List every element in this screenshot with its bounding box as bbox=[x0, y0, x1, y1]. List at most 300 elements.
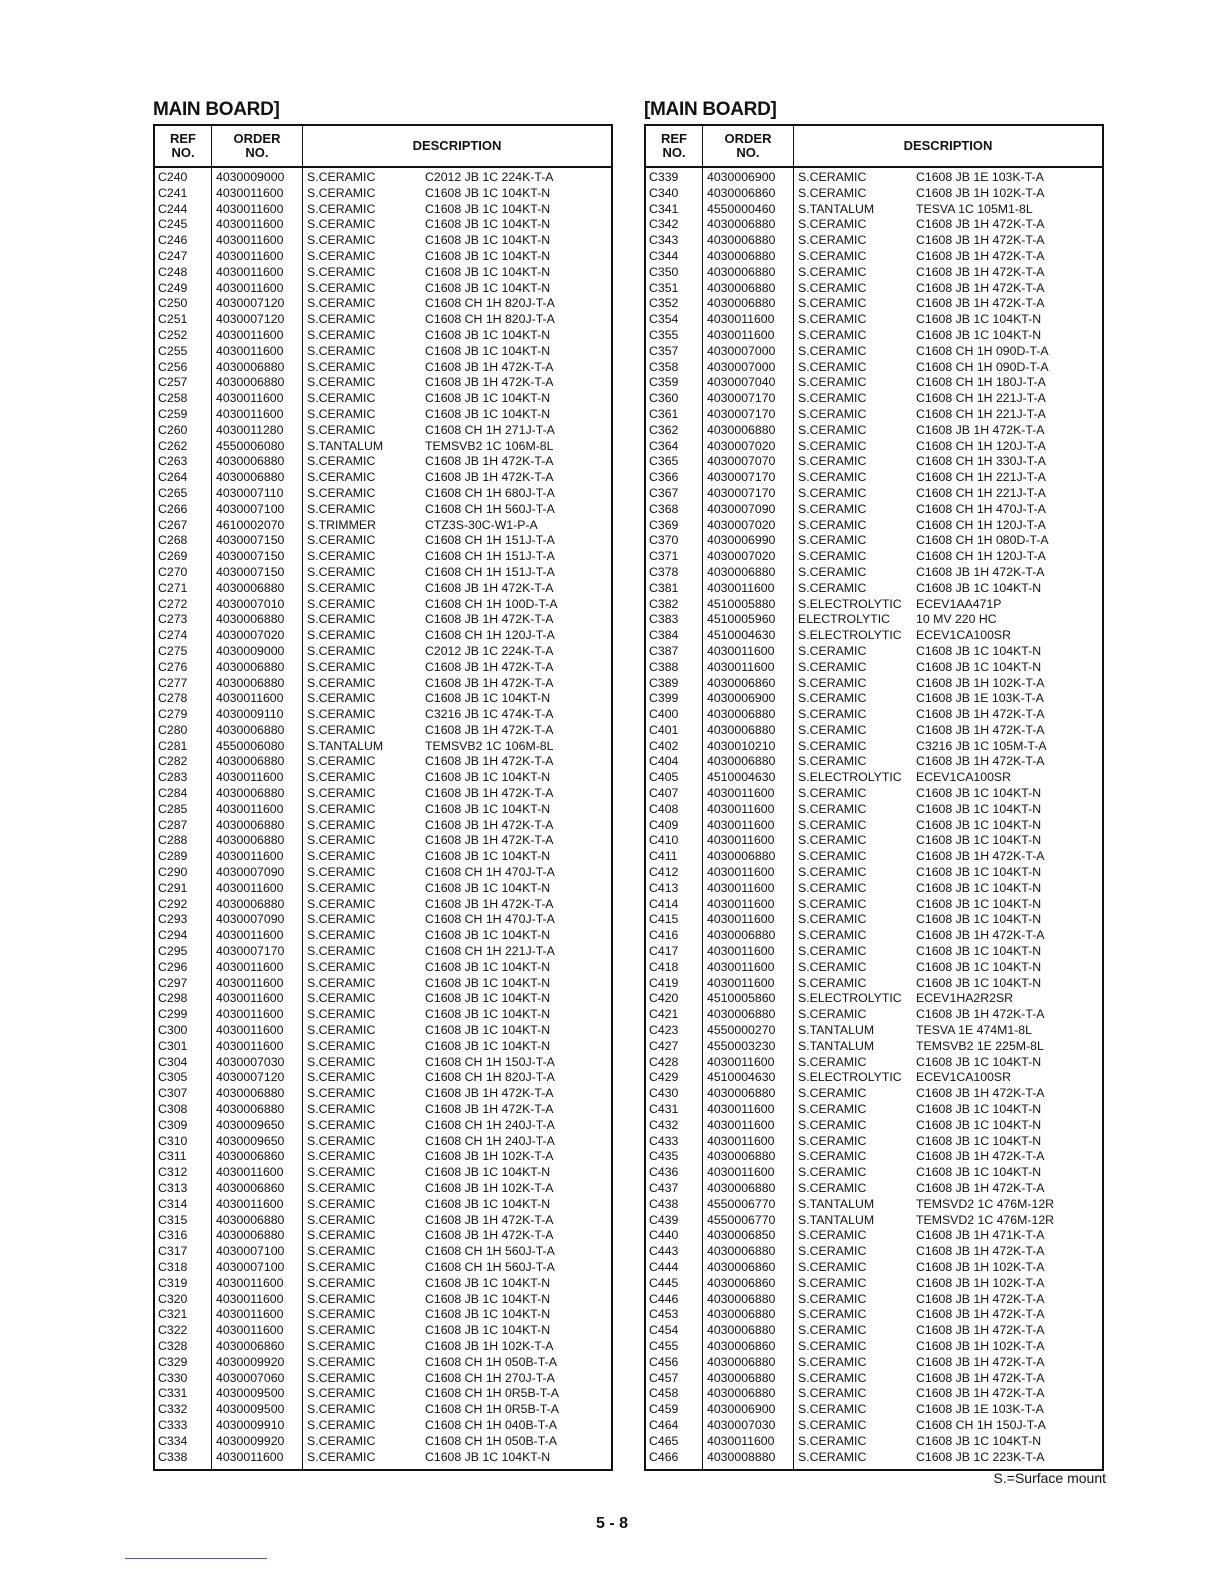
part-type: S.CERAMIC bbox=[798, 865, 867, 880]
order-no-cell: 4030011600 bbox=[216, 248, 284, 263]
description-cell bbox=[794, 897, 1102, 913]
ref-no-cell: C248 bbox=[158, 264, 188, 279]
part-type: S.ELECTROLYTIC bbox=[798, 991, 902, 1006]
ref-no-cell: C435 bbox=[649, 1149, 679, 1164]
ref-no-cell: C412 bbox=[649, 865, 679, 880]
order-no-cell: 4030011600 bbox=[707, 959, 775, 974]
order-no-cell: 4030007090 bbox=[707, 501, 776, 516]
ref-no-cell: C316 bbox=[158, 1228, 188, 1243]
part-type: S.CERAMIC bbox=[307, 1354, 376, 1369]
part-type: S.CERAMIC bbox=[798, 312, 867, 327]
part-type: S.CERAMIC bbox=[798, 786, 867, 801]
part-type: S.CERAMIC bbox=[307, 880, 376, 895]
part-type: S.CERAMIC bbox=[307, 312, 376, 327]
part-spec: C1608 CH 1H 560J-T-A bbox=[425, 1244, 555, 1259]
table-body bbox=[646, 168, 1102, 1469]
order-no-cell: 4030006860 bbox=[707, 1338, 776, 1353]
description-cell bbox=[303, 960, 611, 976]
description-cell bbox=[794, 407, 1102, 423]
order-no-cell: 4030009650 bbox=[216, 1133, 285, 1148]
description-cell bbox=[794, 1007, 1102, 1023]
part-spec: C1608 JB 1C 104KT-N bbox=[916, 817, 1042, 832]
description-cell bbox=[303, 739, 611, 755]
part-spec: C1608 JB 1C 104KT-N bbox=[425, 391, 551, 406]
description-cell bbox=[303, 344, 611, 360]
ref-no-cell: C384 bbox=[649, 628, 679, 643]
description-cell bbox=[303, 1402, 611, 1418]
part-type: S.CERAMIC bbox=[798, 564, 867, 579]
order-no-cell: 4030011600 bbox=[216, 1007, 284, 1022]
part-type: S.CERAMIC bbox=[798, 470, 867, 485]
order-no-cell: 4030006880 bbox=[216, 786, 285, 801]
part-spec: C1608 JB 1H 472K-T-A bbox=[425, 470, 554, 485]
description-cell bbox=[303, 1323, 611, 1339]
table-header bbox=[155, 126, 611, 168]
description-cell bbox=[303, 391, 611, 407]
part-spec: C1608 JB 1H 472K-T-A bbox=[916, 1386, 1045, 1401]
part-spec: C1608 JB 1H 102K-T-A bbox=[425, 1338, 554, 1353]
part-type: S.TANTALUM bbox=[798, 1212, 875, 1227]
description-cell bbox=[303, 833, 611, 849]
part-spec: C1608 JB 1C 104KT-N bbox=[916, 659, 1042, 674]
part-spec: C1608 JB 1H 102K-T-A bbox=[425, 1149, 554, 1164]
part-type: S.CERAMIC bbox=[307, 533, 376, 548]
description-cell bbox=[794, 1323, 1102, 1339]
order-no-cell: 4030007010 bbox=[216, 596, 285, 611]
description-cell bbox=[303, 1149, 611, 1165]
part-spec: C1608 JB 1H 472K-T-A bbox=[916, 1181, 1045, 1195]
part-spec: C1608 CH 1H 151J-T-A bbox=[425, 533, 555, 548]
order-no-cell: 4030006860 bbox=[707, 185, 776, 200]
ref-no-cell: C344 bbox=[649, 248, 679, 263]
description-cell bbox=[303, 597, 611, 613]
part-spec: C1608 JB 1H 472K-T-A bbox=[916, 849, 1045, 864]
part-type: S.CERAMIC bbox=[798, 659, 867, 674]
part-spec: C1608 JB 1H 472K-T-A bbox=[916, 722, 1045, 737]
order-no-cell: 4030007040 bbox=[707, 375, 776, 390]
part-spec: C1608 JB 1C 104KT-N bbox=[425, 1307, 551, 1322]
part-type: S.CERAMIC bbox=[798, 438, 867, 453]
part-spec: C1608 JB 1C 104KT-N bbox=[425, 1323, 551, 1338]
part-type: S.CERAMIC bbox=[307, 233, 376, 248]
part-spec: C2012 JB 1C 224K-T-A bbox=[425, 643, 554, 658]
ref-no-cell: C440 bbox=[649, 1228, 679, 1243]
part-type: S.CERAMIC bbox=[307, 817, 376, 832]
ref-no-cell: C371 bbox=[649, 549, 679, 564]
order-no-cell: 4030007020 bbox=[216, 628, 285, 643]
description-cell bbox=[303, 1371, 611, 1387]
part-spec: C1608 JB 1C 104KT-N bbox=[916, 1117, 1042, 1132]
description-cell bbox=[303, 1386, 611, 1402]
ref-no-cell: C265 bbox=[158, 485, 188, 500]
ref-no-cell: C269 bbox=[158, 549, 188, 564]
part-type: S.CERAMIC bbox=[307, 1054, 376, 1069]
order-no-cell: 4030011600 bbox=[707, 833, 775, 848]
order-no-cell: 4030011600 bbox=[216, 801, 284, 816]
ref-no-cell: C419 bbox=[649, 975, 679, 990]
ref-no-cell: C334 bbox=[158, 1433, 188, 1448]
ref-no-cell: C388 bbox=[649, 659, 679, 674]
ref-no-cell: C244 bbox=[158, 201, 188, 216]
description-cell bbox=[794, 502, 1102, 518]
part-spec: C1608 JB 1H 472K-T-A bbox=[916, 264, 1045, 279]
part-type: S.CERAMIC bbox=[307, 596, 376, 611]
ref-no-cell: C259 bbox=[158, 406, 188, 421]
description-cell bbox=[303, 1355, 611, 1371]
ref-no-cell: C381 bbox=[649, 580, 679, 595]
ref-no-cell: C408 bbox=[649, 801, 679, 816]
description-cell bbox=[794, 723, 1102, 739]
order-no-cell: 4030011600 bbox=[707, 975, 775, 990]
description-cell bbox=[794, 375, 1102, 391]
description-cell bbox=[794, 960, 1102, 976]
ref-no-cell: C364 bbox=[649, 438, 679, 453]
ref-no-cell: C240 bbox=[158, 170, 188, 184]
order-no-header-text: ORDER NO. bbox=[233, 131, 281, 160]
part-type: S.CERAMIC bbox=[307, 659, 376, 674]
ref-no-cell: C352 bbox=[649, 296, 679, 311]
description-cell bbox=[303, 1165, 611, 1181]
part-type: S.CERAMIC bbox=[798, 1449, 867, 1464]
order-no-cell: 4030006880 bbox=[216, 675, 285, 690]
order-no-cell: 4030006860 bbox=[707, 1259, 776, 1274]
ref-no-cell: C289 bbox=[158, 849, 188, 864]
part-spec: C2012 JB 1C 224K-T-A bbox=[425, 170, 554, 184]
ref-no-cell: C300 bbox=[158, 1023, 188, 1038]
part-type: S.CERAMIC bbox=[307, 327, 376, 342]
ref-no-cell: C312 bbox=[158, 1165, 188, 1180]
order-no-cell: 4510004630 bbox=[707, 1070, 776, 1085]
ref-no-cell: C266 bbox=[158, 501, 188, 516]
part-type: S.TRIMMER bbox=[307, 517, 376, 532]
order-no-cell: 4030006860 bbox=[707, 1275, 776, 1290]
part-type: S.CERAMIC bbox=[798, 1007, 867, 1022]
description-cell bbox=[303, 754, 611, 770]
part-type: S.TANTALUM bbox=[798, 201, 875, 216]
order-no-cell: 4510004630 bbox=[707, 628, 776, 643]
order-no-cell: 4030006880 bbox=[707, 1149, 776, 1164]
order-no-cell: 4030011600 bbox=[216, 343, 284, 358]
part-type: S.CERAMIC bbox=[798, 722, 867, 737]
part-spec: C1608 JB 1H 102K-T-A bbox=[916, 675, 1045, 690]
part-type: S.CERAMIC bbox=[798, 707, 867, 722]
order-no-cell: 4030006860 bbox=[707, 675, 776, 690]
ref-no-cell: C283 bbox=[158, 770, 188, 785]
part-spec: C1608 JB 1C 104KT-N bbox=[916, 975, 1042, 990]
part-type: S.CERAMIC bbox=[307, 1291, 376, 1306]
order-no-cell: 4030011600 bbox=[707, 1102, 775, 1117]
part-type: S.CERAMIC bbox=[307, 201, 376, 216]
part-type: S.CERAMIC bbox=[307, 628, 376, 643]
order-no-cell: 4550006770 bbox=[707, 1196, 776, 1211]
ref-no-cell: C466 bbox=[649, 1449, 679, 1464]
description-cell bbox=[794, 1339, 1102, 1355]
part-type: S.ELECTROLYTIC bbox=[798, 1070, 902, 1085]
ref-no-cell: C439 bbox=[649, 1212, 679, 1227]
order-no-cell: 4030007170 bbox=[216, 944, 285, 959]
part-spec: C1608 JB 1C 104KT-N bbox=[425, 691, 551, 706]
part-spec: C1608 JB 1H 472K-T-A bbox=[425, 817, 554, 832]
ref-no-cell: C250 bbox=[158, 296, 188, 311]
part-type: S.CERAMIC bbox=[798, 248, 867, 263]
part-spec: C1608 JB 1E 103K-T-A bbox=[916, 691, 1044, 706]
order-no-cell: 4030011600 bbox=[707, 1165, 775, 1180]
order-no-cell: 4030009000 bbox=[216, 643, 285, 658]
description-cell bbox=[303, 676, 611, 692]
order-no-cell: 4030006880 bbox=[707, 1354, 776, 1369]
ref-no-cell: C319 bbox=[158, 1275, 188, 1290]
order-no-cell: 4030006880 bbox=[707, 296, 776, 311]
ref-no-cell: C329 bbox=[158, 1354, 188, 1369]
panel-title: [MAIN BOARD] bbox=[644, 99, 777, 120]
part-spec: C1608 JB 1E 103K-T-A bbox=[916, 1402, 1044, 1417]
part-type: S.CERAMIC bbox=[307, 501, 376, 516]
ref-no-cell: C255 bbox=[158, 343, 188, 358]
order-no-cell: 4030006880 bbox=[216, 1086, 285, 1101]
description-cell bbox=[303, 1039, 611, 1055]
part-spec: C1608 JB 1H 472K-T-A bbox=[916, 928, 1045, 943]
part-spec: C1608 JB 1C 104KT-N bbox=[425, 280, 551, 295]
order-no-cell: 4030006880 bbox=[707, 1370, 776, 1385]
order-no-cell: 4030011600 bbox=[707, 896, 775, 911]
order-no-cell: 4030006880 bbox=[707, 422, 776, 437]
part-type: S.CERAMIC bbox=[798, 1338, 867, 1353]
description-cell bbox=[303, 1260, 611, 1276]
footer-rule bbox=[125, 1558, 267, 1559]
order-no-cell: 4030009500 bbox=[216, 1386, 285, 1401]
part-type: S.CERAMIC bbox=[798, 533, 867, 548]
description-cell bbox=[303, 1134, 611, 1150]
part-type: S.CERAMIC bbox=[307, 1402, 376, 1417]
description-cell bbox=[794, 217, 1102, 233]
order-no-cell: 4030007100 bbox=[216, 501, 285, 516]
order-no-column bbox=[703, 168, 794, 1469]
part-spec: C1608 JB 1C 104KT-N bbox=[425, 1196, 551, 1211]
part-spec: C1608 JB 1H 472K-T-A bbox=[916, 233, 1045, 248]
part-spec: C1608 JB 1H 102K-T-A bbox=[916, 1275, 1045, 1290]
order-no-cell: 4030011600 bbox=[707, 580, 775, 595]
part-spec: C1608 JB 1C 104KT-N bbox=[916, 1433, 1042, 1448]
ref-no-cell: C291 bbox=[158, 880, 188, 895]
order-no-cell: 4030006880 bbox=[707, 1181, 776, 1195]
order-no-cell: 4030006880 bbox=[216, 580, 285, 595]
part-spec: C1608 CH 1H 240J-T-A bbox=[425, 1133, 555, 1148]
part-spec: C1608 JB 1H 472K-T-A bbox=[916, 1007, 1045, 1022]
ref-no-column bbox=[155, 168, 212, 1469]
part-type: S.CERAMIC bbox=[798, 1086, 867, 1101]
ref-no-cell: C309 bbox=[158, 1117, 188, 1132]
part-spec: ECEV1AA471P bbox=[916, 596, 1002, 611]
order-no-cell: 4030011600 bbox=[216, 280, 284, 295]
part-type: S.CERAMIC bbox=[798, 280, 867, 295]
part-spec: C1608 JB 1H 472K-T-A bbox=[916, 280, 1045, 295]
part-spec: C1608 JB 1H 472K-T-A bbox=[425, 612, 554, 627]
description-cell bbox=[794, 439, 1102, 455]
order-no-cell: 4030006880 bbox=[707, 1086, 776, 1101]
description-cell bbox=[303, 1418, 611, 1434]
order-no-cell: 4030011600 bbox=[216, 1165, 284, 1180]
order-no-cell: 4030006880 bbox=[707, 928, 776, 943]
part-spec: C1608 CH 1H 150J-T-A bbox=[916, 1417, 1046, 1432]
description-cell bbox=[303, 976, 611, 992]
ref-no-cell: C368 bbox=[649, 501, 679, 516]
part-spec: C1608 JB 1H 102K-T-A bbox=[916, 1259, 1045, 1274]
part-type: S.CERAMIC bbox=[798, 1323, 867, 1338]
part-type: S.CERAMIC bbox=[798, 1228, 867, 1243]
parts-table bbox=[153, 124, 613, 1471]
ref-no-cell: C271 bbox=[158, 580, 188, 595]
part-spec: C1608 JB 1C 104KT-N bbox=[425, 1449, 551, 1464]
ref-no-cell: C268 bbox=[158, 533, 188, 548]
part-type: S.CERAMIC bbox=[307, 959, 376, 974]
ref-no-cell: C382 bbox=[649, 596, 679, 611]
part-type: S.CERAMIC bbox=[307, 675, 376, 690]
part-spec: C1608 CH 1H 470J-T-A bbox=[425, 912, 555, 927]
order-no-cell: 4030010210 bbox=[707, 738, 776, 753]
part-spec: C1608 JB 1H 472K-T-A bbox=[916, 1244, 1045, 1259]
order-no-cell: 4030007020 bbox=[707, 517, 776, 532]
part-type: S.CERAMIC bbox=[307, 264, 376, 279]
order-no-cell: 4030007120 bbox=[216, 296, 285, 311]
part-type: S.CERAMIC bbox=[307, 1386, 376, 1401]
part-spec: C1608 JB 1H 472K-T-A bbox=[916, 1307, 1045, 1322]
part-spec: C1608 JB 1C 104KT-N bbox=[425, 248, 551, 263]
order-no-cell: 4510004630 bbox=[707, 770, 776, 785]
ref-no-cell: C252 bbox=[158, 327, 188, 342]
part-type: S.CERAMIC bbox=[307, 754, 376, 769]
description-cell bbox=[794, 170, 1102, 186]
ref-no-cell: C317 bbox=[158, 1244, 188, 1259]
order-no-cell: 4030006880 bbox=[216, 1212, 285, 1227]
part-spec: C1608 JB 1C 104KT-N bbox=[916, 327, 1042, 342]
order-no-cell: 4030006880 bbox=[707, 1291, 776, 1306]
ref-no-cell: C305 bbox=[158, 1070, 188, 1085]
ref-no-cell: C456 bbox=[649, 1354, 679, 1369]
part-type: S.CERAMIC bbox=[307, 296, 376, 311]
part-type: S.CERAMIC bbox=[307, 975, 376, 990]
order-no-cell: 4550000460 bbox=[707, 201, 776, 216]
part-spec: C1608 CH 1H 120J-T-A bbox=[916, 517, 1046, 532]
order-no-cell: 4030011600 bbox=[216, 185, 284, 200]
order-no-cell: 4030011600 bbox=[707, 880, 775, 895]
ref-no-header-text: REF NO. bbox=[170, 131, 196, 160]
part-type: S.CERAMIC bbox=[798, 675, 867, 690]
order-no-cell: 4030006900 bbox=[707, 1402, 776, 1417]
order-no-cell: 4550006770 bbox=[707, 1212, 776, 1227]
part-type: S.CERAMIC bbox=[307, 1038, 376, 1053]
part-type: S.CERAMIC bbox=[307, 280, 376, 295]
part-type: S.CERAMIC bbox=[307, 391, 376, 406]
order-no-cell: 4030006880 bbox=[707, 849, 776, 864]
part-type: S.CERAMIC bbox=[798, 801, 867, 816]
part-spec: TEMSVD2 1C 476M-12R bbox=[916, 1212, 1055, 1227]
description-cell bbox=[303, 265, 611, 281]
part-spec: C1608 CH 1H 221J-T-A bbox=[425, 944, 555, 959]
ref-no-cell: C413 bbox=[649, 880, 679, 895]
ref-no-cell: C341 bbox=[649, 201, 679, 216]
ref-no-cell: C246 bbox=[158, 233, 188, 248]
description-cell bbox=[794, 391, 1102, 407]
description-cell bbox=[303, 1434, 611, 1450]
part-spec: C1608 JB 1H 472K-T-A bbox=[916, 217, 1045, 232]
part-spec: C1608 JB 1H 472K-T-A bbox=[425, 1086, 554, 1101]
description-cell bbox=[794, 249, 1102, 265]
description-cell bbox=[794, 1070, 1102, 1086]
part-spec: C1608 JB 1C 104KT-N bbox=[425, 185, 551, 200]
part-spec: C3216 JB 1C 474K-T-A bbox=[425, 707, 554, 722]
description-cell bbox=[794, 1149, 1102, 1165]
description-cell bbox=[794, 1055, 1102, 1071]
ref-no-header-text: REF NO. bbox=[661, 131, 687, 160]
description-cell bbox=[303, 565, 611, 581]
ref-no-cell: C438 bbox=[649, 1196, 679, 1211]
ref-no-cell: C446 bbox=[649, 1291, 679, 1306]
part-type: S.CERAMIC bbox=[798, 880, 867, 895]
description-cell bbox=[303, 518, 611, 534]
description-cell bbox=[303, 186, 611, 202]
order-no-cell: 4030011600 bbox=[216, 1291, 284, 1306]
part-type: S.CERAMIC bbox=[307, 1117, 376, 1132]
description-cell bbox=[794, 1134, 1102, 1150]
part-spec: C1608 JB 1C 104KT-N bbox=[425, 880, 551, 895]
part-type: S.CERAMIC bbox=[307, 1449, 376, 1464]
description-cell bbox=[303, 1070, 611, 1086]
order-no-cell: 4030011600 bbox=[216, 691, 284, 706]
part-spec: C1608 CH 1H 120J-T-A bbox=[916, 438, 1046, 453]
part-spec: CTZ3S-30C-W1-P-A bbox=[425, 517, 538, 532]
part-spec: C1608 CH 1H 180J-T-A bbox=[916, 375, 1046, 390]
part-type: S.CERAMIC bbox=[798, 264, 867, 279]
part-type: S.CERAMIC bbox=[307, 406, 376, 421]
part-type: S.CERAMIC bbox=[307, 1323, 376, 1338]
part-spec: C1608 JB 1H 472K-T-A bbox=[916, 564, 1045, 579]
ref-no-cell: C262 bbox=[158, 438, 188, 453]
ref-no-cell: C256 bbox=[158, 359, 188, 374]
part-type: S.CERAMIC bbox=[798, 754, 867, 769]
description-cell bbox=[794, 328, 1102, 344]
order-no-cell: 4030011600 bbox=[216, 406, 284, 421]
description-header bbox=[303, 126, 611, 166]
order-no-cell: 4030007150 bbox=[216, 549, 285, 564]
description-cell bbox=[794, 1102, 1102, 1118]
part-type: S.CERAMIC bbox=[307, 691, 376, 706]
order-no-cell: 4030009920 bbox=[216, 1433, 285, 1448]
part-spec: C1608 CH 1H 221J-T-A bbox=[916, 406, 1046, 421]
order-no-cell: 4030011600 bbox=[707, 643, 775, 658]
part-type: S.CERAMIC bbox=[307, 359, 376, 374]
order-no-cell: 4030006880 bbox=[216, 754, 285, 769]
part-type: S.CERAMIC bbox=[307, 1275, 376, 1290]
part-type: S.CERAMIC bbox=[307, 1165, 376, 1180]
order-no-cell: 4030007090 bbox=[216, 865, 285, 880]
part-type: S.CERAMIC bbox=[798, 296, 867, 311]
part-spec: C1608 JB 1C 104KT-N bbox=[425, 991, 551, 1006]
part-spec: C1608 JB 1C 104KT-N bbox=[425, 343, 551, 358]
part-spec: C1608 JB 1H 472K-T-A bbox=[425, 375, 554, 390]
order-no-cell: 4030009650 bbox=[216, 1117, 285, 1132]
description-cell bbox=[794, 1434, 1102, 1450]
part-spec: C1608 JB 1H 472K-T-A bbox=[425, 359, 554, 374]
order-no-cell: 4610002070 bbox=[216, 517, 285, 532]
part-type: S.CERAMIC bbox=[798, 517, 867, 532]
part-spec: C1608 CH 1H 820J-T-A bbox=[425, 1070, 555, 1085]
ref-no-cell: C417 bbox=[649, 944, 679, 959]
order-no-cell: 4030011600 bbox=[216, 880, 284, 895]
part-spec: C1608 CH 1H 820J-T-A bbox=[425, 296, 555, 311]
ref-no-cell: C369 bbox=[649, 517, 679, 532]
order-no-cell: 4030007020 bbox=[707, 438, 776, 453]
ref-no-cell: C308 bbox=[158, 1102, 188, 1117]
